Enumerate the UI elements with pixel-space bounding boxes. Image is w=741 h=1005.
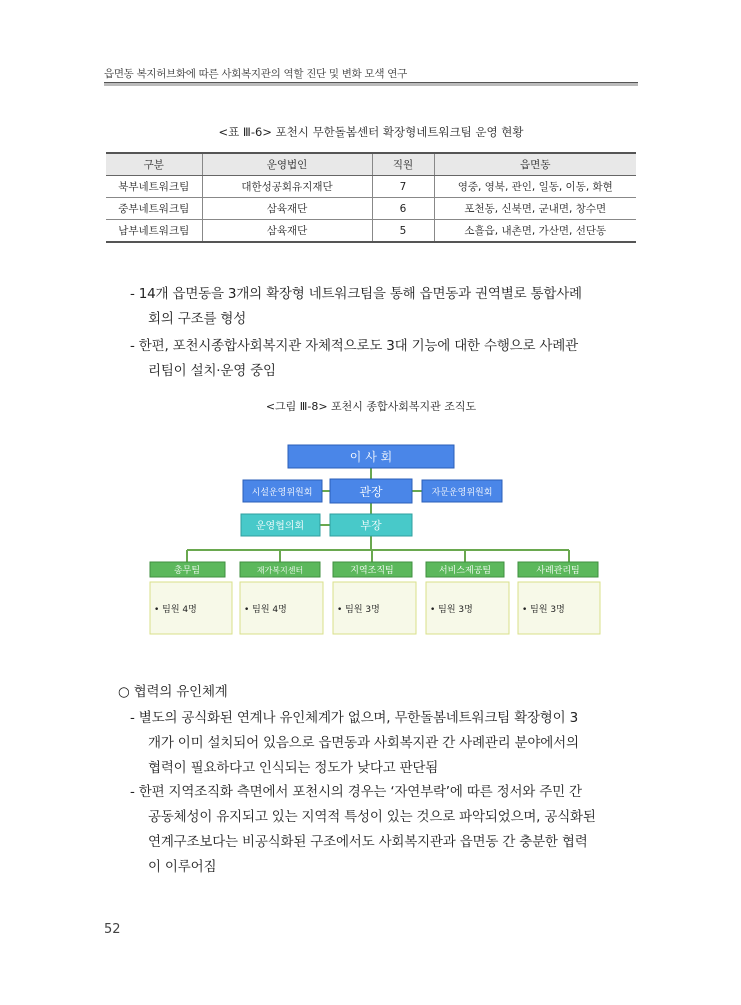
bullet-line: 이 이루어짐 [148, 859, 217, 875]
table-header-row [106, 153, 636, 176]
team-label: 재가복지센터 [256, 566, 304, 575]
column-header: 구분 [106, 153, 202, 176]
table-cell: 남부네트워크팀 [106, 220, 202, 243]
column-header: 읍면동 [434, 153, 636, 176]
left-committee-label: 시설운영위원회 [251, 488, 313, 498]
table-cell: 중부네트워크팀 [106, 198, 202, 220]
team-label: 사례관리팀 [536, 566, 580, 576]
bullet-line: - 한편 지역조직화 측면에서 포천시의 경우는 ‘자연부락’에 따른 정서와 주민 간 [130, 784, 582, 800]
team-member-label: • 팀원 3명 [337, 605, 380, 615]
table-caption: <표 Ⅲ-6> 포천시 무한돌봄센터 확장형네트워크팀 운영 현황 [218, 125, 524, 139]
column-header: 직원 [372, 153, 434, 176]
team-member-label: • 팀원 4명 [244, 605, 287, 615]
team-label: 총무팀 [173, 566, 201, 576]
team-member-label: • 팀원 4명 [154, 605, 197, 615]
bullet-item [130, 780, 658, 880]
table-cell: 7 [372, 176, 434, 198]
bullet-item [130, 334, 658, 384]
team-nodes [150, 562, 600, 634]
bullet-line: - 한편, 포천시종합사회복지관 자체적으로도 3대 기능에 대한 수행으로 사례관 [130, 338, 578, 354]
bullet-line: 협력이 필요하다고 인식되는 정도가 낮다고 판단됨 [148, 760, 439, 776]
table-cell: 소흘읍, 내촌면, 가산면, 선단동 [434, 220, 636, 243]
bullet-item [130, 282, 658, 332]
deputy-label: 부장 [360, 519, 382, 532]
bullet-line: - 14개 읍면동을 3개의 확장형 네트워크팀을 통해 읍면동과 권역별로 통합사례 [130, 286, 582, 302]
page-number: 52 [104, 922, 121, 937]
table-row [106, 220, 636, 243]
table-row [106, 176, 636, 198]
bullet-line: 공동체성이 유지되고 있는 지역적 특성이 있는 것으로 파악되었으며, 공식화된 [148, 809, 596, 825]
team-label: 지역조직팀 [350, 566, 394, 576]
running-header: 읍면동 복지허브화에 따른 사회복지관의 역할 진단 및 변화 모색 연구 [104, 68, 407, 80]
right-committee-label: 자문운영위원회 [431, 488, 493, 498]
director-label: 관장 [359, 485, 383, 499]
team-label: 서비스제공팀 [438, 566, 492, 576]
bullet-item [130, 706, 658, 781]
table-cell: 대한성공회유지재단 [202, 176, 372, 198]
column-header: 운영법인 [202, 153, 372, 176]
org-chart [140, 440, 610, 640]
team-member-label: • 팀원 3명 [430, 605, 473, 615]
table-cell: 5 [372, 220, 434, 243]
council-label: 운영협의회 [255, 521, 305, 532]
board-label: 이 사 회 [349, 450, 393, 464]
table-cell: 영중, 영북, 관인, 일동, 이동, 화현 [434, 176, 636, 198]
bullet-line: 회의 구조를 형성 [148, 311, 247, 327]
table-cell: 삼육재단 [202, 220, 372, 243]
section-heading: ○ 협력의 유인체계 [118, 684, 228, 700]
table-cell: 북부네트워크팀 [106, 176, 202, 198]
team-member-label: • 팀원 3명 [522, 605, 565, 615]
operations-table [106, 152, 636, 243]
table-row [106, 198, 636, 220]
header-rule [104, 82, 638, 86]
bullet-line: 개가 이미 설치되어 있음으로 읍면동과 사회복지관 간 사례관리 분야에서의 [148, 735, 579, 751]
table-cell: 포천동, 신북면, 군내면, 창수면 [434, 198, 636, 220]
figure-caption: <그림 Ⅲ-8> 포천시 종합사회복지관 조직도 [265, 400, 477, 413]
bullet-line: 연계구조보다는 비공식화된 구조에서도 사회복지관과 읍면동 간 충분한 협력 [148, 834, 588, 850]
table-cell: 6 [372, 198, 434, 220]
bullet-line: 리팀이 설치·운영 중임 [148, 363, 276, 379]
bullet-line: - 별도의 공식화된 연계나 유인체계가 없으며, 무한돌봄네트워크팀 확장형이 3 [130, 710, 578, 726]
table-cell: 삼육재단 [202, 198, 372, 220]
